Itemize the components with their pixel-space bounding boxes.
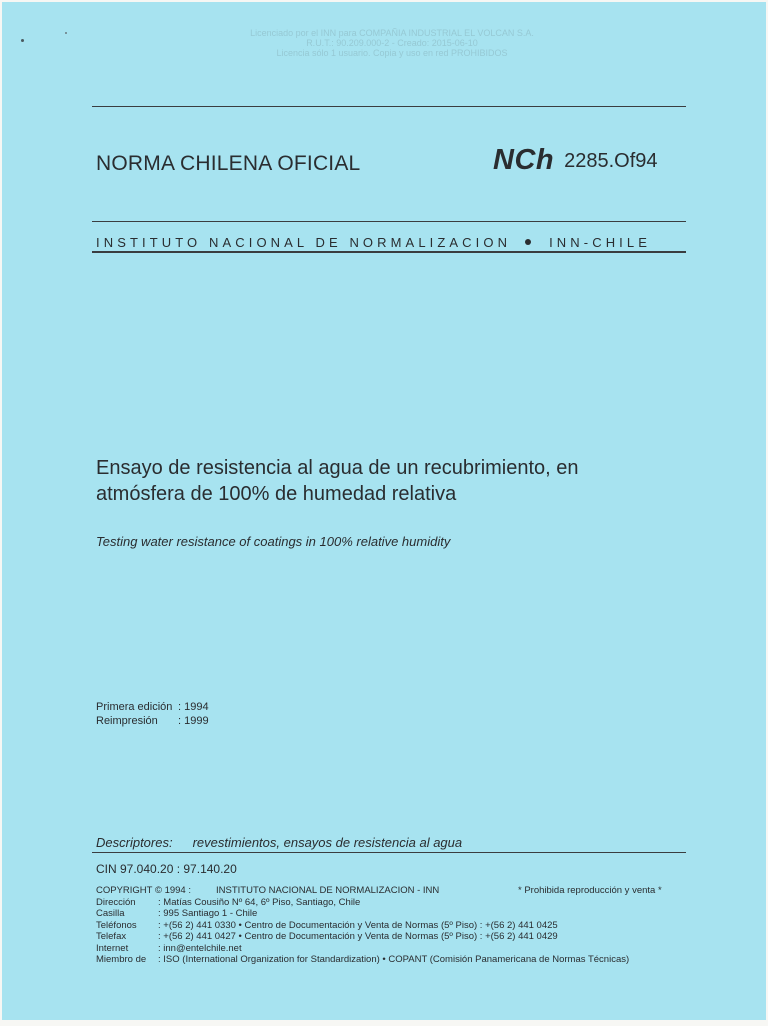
- reprint-label: Reimpresión: [96, 715, 158, 727]
- descriptors: [96, 835, 462, 850]
- standard-code: [493, 144, 658, 177]
- bullet-icon: [525, 239, 531, 245]
- address-row: [96, 897, 629, 909]
- membership-row: [96, 954, 629, 966]
- phone-label: Teléfonos: [96, 919, 137, 931]
- watermark-line: Licencia sólo 1 usuario. Copia y uso en red PROHIBIDOS: [276, 48, 508, 58]
- edition-value: : 1994: [178, 701, 209, 713]
- publisher-info: [96, 885, 629, 966]
- reproduction-notice: * Prohibida reproducción y venta *: [518, 885, 662, 896]
- internet-value: : inn@entelchile.net: [158, 942, 242, 954]
- license-watermark: [202, 28, 582, 58]
- copyright-value: INSTITUTO NACIONAL DE NORMALIZACION - INN: [216, 885, 440, 896]
- reprint-value: : 1999: [178, 715, 209, 727]
- membership-label: Miembro de: [96, 954, 147, 965]
- top-rule: [92, 106, 686, 107]
- header-rule-lower: [92, 251, 686, 253]
- descriptors-rule: [92, 852, 686, 853]
- fax-label: Telefax: [96, 931, 127, 942]
- descriptors-label: Descriptores:: [96, 835, 173, 850]
- institute-name: INSTITUTO NACIONAL DE NORMALIZACION: [96, 235, 512, 250]
- cin-code: CIN 97.040.20 : 97.140.20: [96, 862, 237, 876]
- institute-line: [96, 235, 651, 250]
- document-page: [2, 2, 766, 1020]
- edition-info: [96, 700, 209, 728]
- norma-title: NORMA CHILENA OFICIAL: [96, 152, 361, 175]
- document-title-spanish: [96, 455, 696, 507]
- watermark-line: Licenciado por el INN para COMPAÑIA INDUSTRIAL EL VOLCAN S.A.: [250, 28, 534, 38]
- document-title-english: Testing water resistance of coatings in 100% relative humidity: [96, 534, 451, 549]
- scan-speck: [65, 32, 67, 34]
- address-value: : Matías Cousiño Nº 64, 6º Piso, Santiago, Chile: [158, 896, 361, 908]
- po-box-label: Casilla: [96, 908, 125, 919]
- reprint-row: [96, 714, 209, 728]
- edition-label: Primera edición: [96, 701, 173, 713]
- standard-number: 2285.Of94: [564, 150, 658, 172]
- copyright-label: COPYRIGHT © 1994 :: [96, 885, 191, 896]
- fax-row: [96, 931, 629, 943]
- po-box-row: [96, 908, 629, 920]
- internet-row: [96, 943, 629, 955]
- edition-row: [96, 700, 209, 714]
- title-line: atmósfera de 100% de humedad relativa: [96, 483, 457, 505]
- phone-row: [96, 920, 629, 932]
- membership-value: : ISO (International Organization for Standardization) • COPANT (Comisión Panamericana de Normas Técnicas): [158, 954, 630, 965]
- po-box-value: : 995 Santiago 1 - Chile: [158, 908, 258, 919]
- fax-value: : +(56 2) 441 0427 • Centro de Documentación y Venta de Normas (5º Piso) : +(56 2) 441 0429: [158, 931, 558, 942]
- address-label: Dirección: [96, 896, 136, 908]
- scan-speck: [21, 39, 24, 42]
- descriptors-value: revestimientos, ensayos de resistencia al agua: [192, 835, 463, 850]
- institute-code: INN-CHILE: [549, 235, 652, 250]
- phone-value: : +(56 2) 441 0330 • Centro de Documentación y Venta de Normas (5º Piso) : +(56 2) 441 0425: [158, 919, 558, 931]
- watermark-line: R.U.T.: 90.209.000-2 - Creado: 2015-06-10: [306, 38, 478, 48]
- internet-label: Internet: [96, 942, 129, 954]
- nch-logo: NCh: [493, 144, 555, 176]
- title-line: Ensayo de resistencia al agua de un recubrimiento, en: [96, 457, 579, 479]
- header-rule-upper: [92, 221, 686, 222]
